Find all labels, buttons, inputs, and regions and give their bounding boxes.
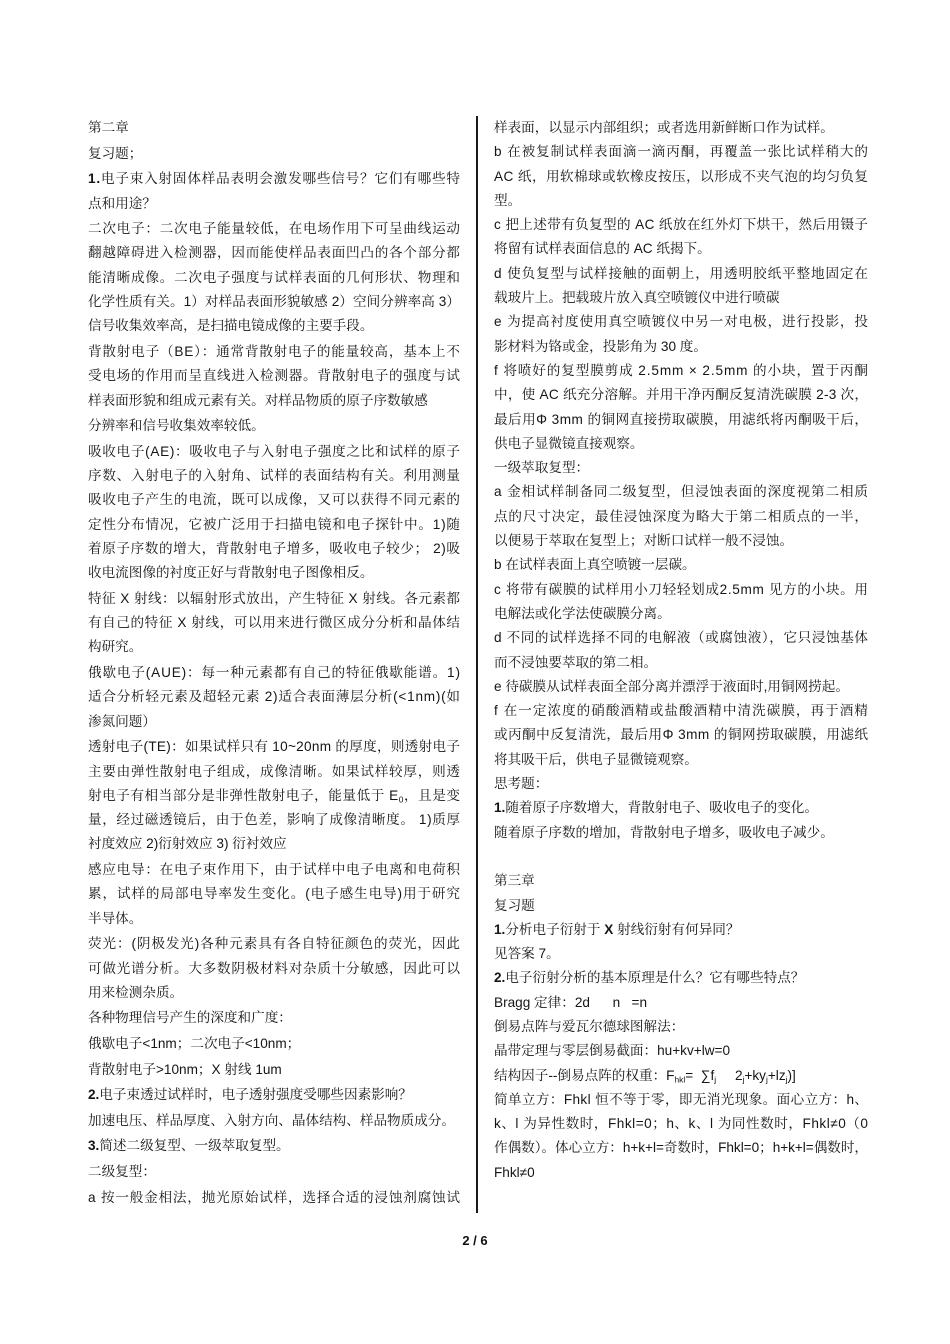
- text-line: [88, 784, 460, 808]
- text-line: 背散射电子>10nm；X 射线 1um: [88, 1061, 282, 1077]
- paragraph: [494, 869, 868, 893]
- paragraph: [494, 456, 868, 480]
- text-line: d 使负复型与试样接触的面朝上，用透明胶纸平整地固定在: [494, 265, 869, 281]
- text-line: [88, 1083, 460, 1107]
- paragraph: [494, 821, 868, 845]
- paragraph: [88, 340, 460, 413]
- column-divider: [476, 116, 478, 1213]
- paragraph: [494, 310, 868, 359]
- paragraph: [494, 1015, 868, 1039]
- paragraph: [88, 1032, 460, 1056]
- text-line: 透射电子(TE)：如果试样只有 10~20nm 的厚度，则透射电子: [88, 739, 461, 755]
- text-line: e 待碳膜从试样表面全部分离并漂浮于液面时,用铜网捞起。: [494, 678, 849, 694]
- text-line: 载玻片上。把载玻片放入真空喷镀仪中进行喷碳: [494, 290, 780, 306]
- paragraph: [494, 918, 868, 942]
- text-line: k、l 为异性数时，Fhkl=0；h、k、l 为同性数时，Fhkl≠0（0: [494, 1116, 869, 1132]
- text-line: 倒易点阵与爱瓦尔德球图解法：: [494, 1018, 685, 1034]
- text-line: 主要由弹性散射电子组成，成像清晰。如果试样较厚，则透: [88, 763, 461, 779]
- text-line: 样表面形貌和组成元素有关。对样品物质的原子序数敏感: [88, 392, 428, 408]
- text-line: 供电子显微镜直接观察。: [494, 435, 644, 451]
- text-line: [494, 918, 868, 942]
- text-line: 二级复型：: [88, 1164, 156, 1180]
- text-line: f 将喷好的复型膜剪成 2.5mm × 2.5mm 的小块，置于丙酮: [494, 362, 869, 378]
- text-line: 俄歇电子<1nm；二次电子<10nm；: [88, 1036, 301, 1052]
- text-line: 分辨率和信号收集效率较低。: [88, 418, 265, 434]
- paragraph: [88, 1083, 460, 1107]
- text-line: f 在一定浓度的硝酸酒精或盐酸酒精中清洗碳膜，再于酒精: [494, 703, 870, 719]
- bold-text: 3.: [88, 1138, 100, 1154]
- text-line: 以便易于萃取在复型上；对断口试样一般不浸蚀。: [494, 533, 794, 549]
- text-line: 信号收集效率高，是扫描电镜成像的主要手段。: [88, 318, 374, 334]
- text-line: 随着原子序数的增加，背散射电子增多，吸收电子减少。: [494, 824, 834, 840]
- paragraph: [494, 116, 868, 140]
- text-section: [88, 116, 460, 1210]
- text-line: 化学性质有关。1）对样品表面形貌敏感 2）空间分辨率高 3）: [88, 294, 461, 310]
- text-line: 衬度效应 2)衍射效应 3) 衍衬效应: [88, 836, 287, 852]
- paragraph: [88, 217, 460, 338]
- subscript: 0: [398, 794, 405, 805]
- text-line: 背散射电子（BE）：通常背散射电子的能量较高，基本上不: [88, 343, 461, 359]
- paragraph: [88, 167, 460, 216]
- text-line: AC 纸，用软棉球或软橡皮按压，以形成不夹气泡的均匀负复: [494, 168, 869, 184]
- text-line: 点和用途？: [88, 195, 156, 211]
- text-run: 电子束透过试样时，电子透射强度受哪些因素影响？: [99, 1087, 412, 1103]
- paragraph: [88, 142, 460, 166]
- paragraph: [494, 480, 868, 553]
- text-line: 一级萃取复型：: [494, 460, 590, 476]
- text-line: 序数、入射电子的入射角、试样的表面结构有关。利用测量: [88, 468, 461, 484]
- paragraph: [88, 858, 460, 931]
- text-line: 将其吸干后，供电子显微镜观察。: [494, 751, 698, 767]
- paragraph: [494, 359, 868, 456]
- paragraph: [88, 661, 460, 734]
- bold-text: 2.: [88, 1087, 100, 1103]
- text-line: c 把上述带有负复型的 AC 纸放在红外灯下烘干，然后用镊子: [494, 217, 869, 233]
- text-line: 影材料为铬或金，投影角为 30 度。: [494, 338, 707, 354]
- text-line: 或丙酮中反复清洗，最后用Φ 3mm 的铜网捞取碳膜，用滤纸: [494, 727, 869, 743]
- paragraph: [494, 213, 868, 262]
- text-line: 有自己的特征 X 射线，可以用来进行微区成分分析和晶体结: [88, 615, 461, 631]
- subscript: j: [785, 1074, 788, 1085]
- text-line: 俄歇电子(AUE)：每一种元素都有自己的特征俄歇能谱。1): [88, 665, 461, 681]
- text-line: 第三章: [494, 873, 535, 889]
- text-run: 电子束入射固体样品表明会激发哪些信号？它们有哪些特: [100, 171, 461, 187]
- text-line: [494, 966, 868, 990]
- text-line: 复习题；: [88, 145, 143, 161]
- paragraph: [494, 675, 868, 699]
- paragraph: [494, 796, 868, 820]
- text-line: 收电流图像的衬度正好与背散射电子图像相反。: [88, 565, 374, 581]
- text-line: 最后用Φ 3mm 的铜网直接捞取碳膜，用滤纸将丙酮吸干后，: [494, 411, 869, 427]
- text-line: 点的尺寸决定，最佳浸蚀深度为略大于第二相质点的一半，: [494, 508, 869, 524]
- text-run: +ky: [744, 1067, 766, 1083]
- text-line: 电解法或化学法使碳膜分离。: [494, 605, 671, 621]
- left-column: [88, 116, 460, 1211]
- bold-text: 1.: [494, 800, 506, 816]
- text-run: )]: [787, 1067, 796, 1083]
- text-line: 第二章: [88, 120, 129, 135]
- paragraph: [88, 1058, 460, 1082]
- paragraph: [494, 553, 868, 577]
- text-line: [494, 796, 868, 820]
- bold-text: 2.: [494, 970, 506, 986]
- paragraph: [494, 1088, 868, 1185]
- text-line: 思考题：: [494, 776, 549, 792]
- paragraph: [494, 699, 868, 772]
- text-line: 简单立方：Fhkl 恒不等于零，即无消光现象。面心立方：h、: [494, 1091, 869, 1107]
- text-line: 累，试样的局部电导率发生变化。(电子感生电导)用于研究: [88, 886, 461, 902]
- bold-text: X: [604, 921, 614, 937]
- text-run: 随着原子序数增大，背散射电子、吸收电子的变化。: [505, 800, 818, 816]
- paragraph: [494, 1039, 868, 1063]
- text-line: 能清晰成像。二次电子强度与试样表面的几何形状、物理和: [88, 269, 461, 285]
- paragraph: [494, 991, 868, 1015]
- text-line: 量，经过磁透镜后，由于色差，影响了成像清晰度。 1)质厚: [88, 812, 461, 828]
- text-line: c 将带有碳膜的试样用小刀轻轻划成2.5mm 见方的小块。用: [494, 581, 869, 597]
- text-line: 加速电压、样品厚度、入射方向、晶体结构、样品物质成分。: [88, 1112, 456, 1128]
- text-line: 渗氮问题）: [88, 713, 156, 729]
- text-line: b 在试样表面上真空喷镀一层碳。: [494, 557, 696, 573]
- text-line: 型。: [494, 192, 522, 208]
- text-line: 晶带定理与零层倒易截面：hu+kv+lw=0: [494, 1043, 731, 1059]
- text-line: b 在被复制试样表面滴一滴丙酮，再覆盖一张比试样稍大的: [494, 144, 869, 160]
- text-line: 可做光谱分析。大多数阴极材料对杂质十分敏感，因此可以: [88, 960, 461, 976]
- paragraph: [494, 578, 868, 627]
- text-line: [88, 1134, 460, 1158]
- text-line: 而不浸蚀要萃取的第二相。: [494, 654, 658, 670]
- text-line: [88, 167, 460, 191]
- paragraph: [88, 932, 460, 1005]
- text-line: Bragg 定律：2d n =n: [494, 994, 648, 1010]
- text-run: 电子衍射分析的基本原理是什么？它有哪些特点？: [505, 970, 805, 986]
- right-column: [494, 116, 868, 1185]
- text-run: = ∑f: [685, 1067, 715, 1083]
- text-line: 各种物理信号产生的深度和广度：: [88, 1010, 292, 1026]
- paragraph: [88, 735, 460, 856]
- text-run: 分析电子衍射于: [505, 921, 605, 937]
- text-line: a 金相试样制备同二级复型，但浸蚀表面的深度视第二相质: [494, 484, 869, 500]
- text-line: 样表面，以显示内部组织；或者选用新鲜断口作为试样。: [494, 120, 834, 135]
- text-section: [494, 869, 868, 1185]
- text-line: 复习题: [494, 897, 535, 913]
- paragraph: [88, 414, 460, 438]
- paragraph: [88, 1006, 460, 1030]
- subscript: j: [742, 1074, 745, 1085]
- paragraph: [494, 966, 868, 990]
- paragraph: [88, 1109, 460, 1133]
- text-line: e 为提高衬度使用真空喷镀仪中另一对电极，进行投影，投: [494, 314, 869, 330]
- text-run: 简述二级复型、一级萃取复型。: [99, 1138, 290, 1154]
- text-line: 特征 X 射线：以辐射形式放出，产生特征 X 射线。各元素都: [88, 590, 461, 606]
- paragraph: [494, 140, 868, 213]
- text-line: 适合分析轻元素及超轻元素 2)适合表面薄层分析(<1nm)(如: [88, 689, 461, 705]
- text-line: 构研究。: [88, 639, 143, 655]
- paragraph: [88, 116, 460, 140]
- text-line: 将留有试样表面信息的 AC 纸揭下。: [494, 241, 711, 257]
- paragraph: [88, 587, 460, 660]
- bold-text: 1.: [494, 921, 506, 937]
- paragraph: [494, 942, 868, 966]
- text-line: 二次电子：二次电子能量较低，在电场作用下可呈曲线运动: [88, 221, 461, 237]
- text-run: 射电子有相当部分是非弹性散射电子，能量低于 E: [88, 787, 399, 803]
- text-line: 吸收电子(AE)：吸收电子与入射电子强度之比和试样的原子: [88, 443, 461, 459]
- text-line: 感应电导：在电子束作用下，由于试样中电子电离和电荷积: [88, 862, 461, 878]
- text-run: ，且是变: [404, 787, 461, 803]
- paragraph: [88, 1160, 460, 1184]
- text-section: [494, 116, 868, 845]
- text-line: 吸收电子产生的电流，既可以成像，又可以获得不同元素的: [88, 492, 461, 508]
- text-line: Fhkl≠0: [494, 1164, 535, 1180]
- page-number: 2 / 6: [462, 1233, 488, 1248]
- text-line: a 按一般金相法，抛光原始试样，选择合适的浸蚀剂腐蚀试: [88, 1189, 461, 1205]
- text-line: [494, 1064, 868, 1088]
- text-run: 射线衍射有何异同？: [613, 921, 740, 937]
- paragraph: [494, 262, 868, 311]
- text-line: 半导体。: [88, 910, 143, 926]
- text-line: 着原子序数的增大，背散射电子增多，吸收电子较少； 2)吸: [88, 540, 461, 556]
- bold-text: 1.: [88, 171, 101, 187]
- text-line: 用来检测杂质。: [88, 984, 184, 1000]
- paragraph: [494, 772, 868, 796]
- paragraph: [88, 1186, 460, 1210]
- text-line: 翻越障碍进入检测器，因而能使样品表面凹凸的各个部分都: [88, 245, 461, 261]
- text-line: 见答案 7。: [494, 946, 560, 962]
- subscript: j: [714, 1074, 717, 1085]
- subscript: j: [765, 1074, 768, 1085]
- paragraph: [88, 440, 460, 586]
- text-line: 受电场的作用而呈直线进入检测器。背散射电子的强度与试: [88, 368, 461, 384]
- paragraph: [494, 894, 868, 918]
- text-line: 中，使 AC 纸充分溶解。并用干净丙酮反复清洗碳膜 2-3 次，: [494, 387, 869, 403]
- paragraph: [88, 1134, 460, 1158]
- paragraph: [494, 1064, 868, 1088]
- text-line: 作偶数）。体心立方：h+k+l=奇数时，Fhkl=0；h+k+l=偶数时，: [494, 1140, 868, 1156]
- text-run: 2: [716, 1067, 743, 1083]
- subscript: hkl: [674, 1074, 686, 1085]
- text-line: 荧光：(阴极发光)各种元素具有各自特征颜色的荧光，因此: [88, 936, 461, 952]
- text-line: d 不同的试样选择不同的电解液（或腐蚀液），它只浸蚀基体: [494, 630, 869, 646]
- text-run: +lz: [767, 1067, 786, 1083]
- text-run: 结构因子--倒易点阵的权重：F: [494, 1067, 675, 1083]
- text-line: 定性分布情况，它被广泛用于扫描电镜和电子探针中。1)随: [88, 516, 461, 532]
- paragraph: [494, 626, 868, 675]
